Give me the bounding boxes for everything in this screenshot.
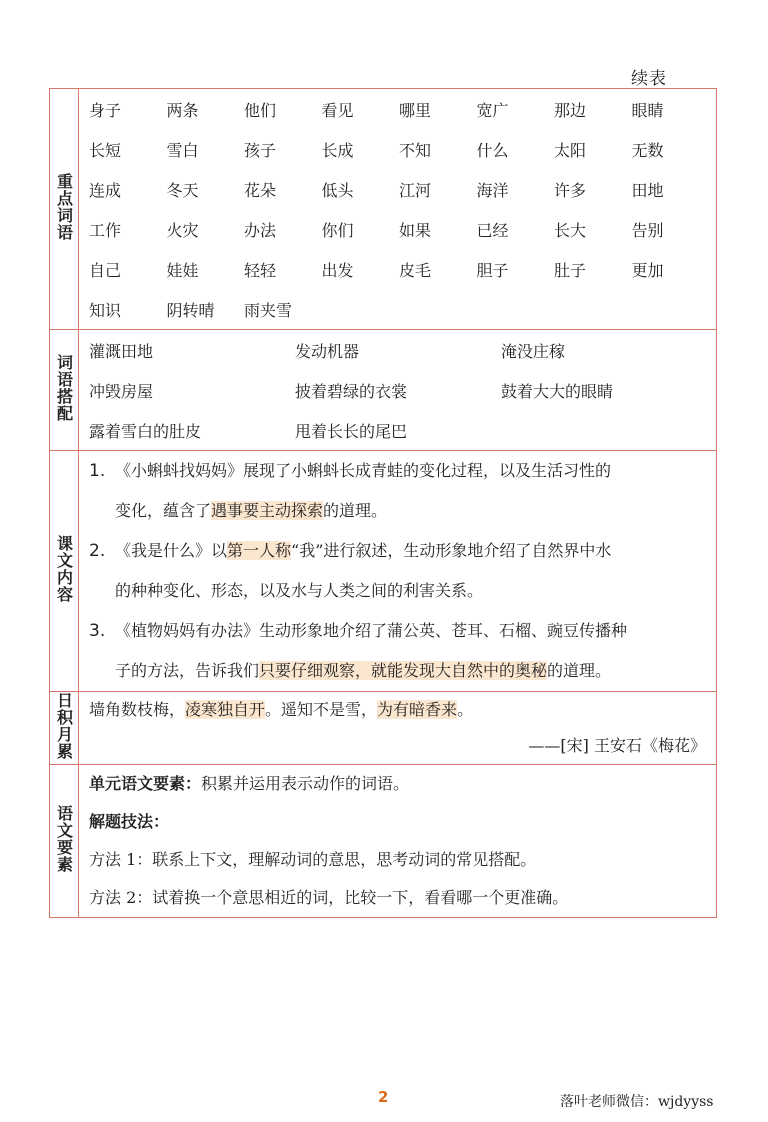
method-1: 方法 1：联系上下文，理解动词的意思，思考动词的常见搭配。 (89, 850, 537, 869)
poem-text: 。遥知不是雪， (265, 700, 378, 719)
key-word: 更加 (631, 260, 664, 280)
lesson-item-number: 2. (89, 541, 106, 561)
key-word: 阴转晴 (166, 300, 215, 320)
phrases-row-line (89, 410, 716, 450)
key-word: 娃娃 (166, 260, 199, 280)
daily-cell (79, 692, 717, 765)
phrases-header: 词语搭配 (54, 354, 74, 422)
key-word: 自己 (89, 260, 122, 280)
lesson-item-line: 的种种变化、形态，以及水与人类之间的利害关系。 (115, 581, 484, 600)
poem-attribution: ——[宋] 王安石《梅花》 (528, 736, 706, 755)
phrase: 披着碧绿的衣裳 (295, 381, 408, 401)
lesson-item-number: 3. (89, 621, 106, 641)
elements-cell (79, 765, 717, 918)
lesson-text: 的道理。 (547, 661, 612, 680)
key-word: 肚子 (554, 260, 587, 280)
key-word: 看见 (321, 100, 354, 120)
key-word: 两条 (166, 100, 199, 120)
key-word: 皮毛 (399, 260, 432, 280)
key-words-list (79, 89, 716, 329)
lesson-content-header: 课文内容 (54, 535, 74, 603)
key-word: 江河 (399, 180, 432, 200)
phrase: 冲毁房屋 (89, 381, 154, 401)
lesson-item-line (115, 651, 710, 691)
poem-line (89, 692, 706, 728)
daily-row (50, 692, 717, 765)
key-word: 告别 (631, 220, 664, 240)
continued-label: 续表 (631, 69, 667, 89)
key-word: 眼睛 (631, 100, 664, 120)
highlighted-phrase: 遇事要主动探索 (211, 501, 324, 520)
phrase: 淹没庄稼 (501, 341, 566, 361)
daily-header-cell (50, 692, 79, 765)
lesson-item-3 (89, 611, 710, 691)
key-word: 火灾 (166, 220, 199, 240)
phrases-cell (79, 330, 717, 451)
key-word: 办法 (244, 220, 277, 240)
key-words-cell (79, 89, 717, 330)
phrase: 露着雪白的肚皮 (89, 421, 202, 441)
key-words-header: 重点词语 (54, 173, 74, 241)
key-word: 工作 (89, 220, 122, 240)
highlighted-phrase: 第一人称 (227, 541, 292, 560)
watermark: 落叶老师微信：wjdyyss (560, 1094, 714, 1110)
key-word: 雪白 (166, 140, 199, 160)
lesson-text: “我”进行叙述，生动形象地介绍了自然界中水 (291, 541, 612, 560)
lesson-item-1 (89, 451, 710, 531)
key-word: 出发 (321, 260, 354, 280)
lesson-item-number: 1. (89, 461, 106, 481)
key-word: 哪里 (399, 100, 432, 120)
lesson-item-line: 《小蝌蚪找妈妈》展现了小蝌蚪长成青蛙的变化过程，以及生活习性的 (115, 461, 612, 480)
lesson-item-2 (89, 531, 710, 611)
phrases-row-line (89, 330, 716, 370)
elements-header: 语文要素 (54, 805, 74, 873)
key-word: 田地 (631, 180, 664, 200)
phrases-list (79, 330, 716, 450)
key-word: 什么 (476, 140, 509, 160)
poem-text: 。 (457, 700, 474, 719)
key-word: 你们 (321, 220, 354, 240)
key-word: 知识 (89, 300, 122, 320)
highlighted-phrase: 只要仔细观察，就能发现大自然中的奥秘 (259, 661, 548, 680)
lesson-text: 《我是什么》以 (115, 541, 228, 560)
key-word: 如果 (399, 220, 432, 240)
key-words-row-line (89, 169, 716, 209)
key-word: 轻轻 (244, 260, 277, 280)
phrase: 甩着长长的尾巴 (295, 421, 408, 441)
unit-element-text: 积累并运用表示动作的词语。 (201, 774, 410, 793)
lesson-item-line (115, 531, 710, 571)
unit-element-label: 单元语文要素： (89, 774, 202, 793)
phrases-row (50, 330, 717, 451)
key-word: 胆子 (476, 260, 509, 280)
key-word: 孩子 (244, 140, 277, 160)
key-word: 太阳 (554, 140, 587, 160)
key-word: 许多 (554, 180, 587, 200)
method-2: 方法 2：试着换一个意思相近的词，比较一下，看看哪一个更准确。 (89, 888, 569, 907)
key-words-row-line (89, 209, 716, 249)
phrase: 发动机器 (295, 341, 360, 361)
phrase: 鼓着大大的眼睛 (501, 381, 614, 401)
key-word: 冬天 (166, 180, 199, 200)
highlighted-phrase: 凌寒独自开 (185, 700, 266, 719)
key-word: 无数 (631, 140, 664, 160)
key-words-row-line (89, 129, 716, 169)
highlighted-phrase: 为有暗香来 (377, 700, 458, 719)
page-number: 2 (378, 1088, 389, 1106)
unit-element (89, 765, 706, 803)
key-words-row-line (89, 289, 716, 329)
key-words-row-line (89, 89, 716, 129)
key-words-row-line (89, 249, 716, 289)
key-word: 不知 (399, 140, 432, 160)
poem (79, 692, 716, 764)
key-word: 海洋 (476, 180, 509, 200)
summary-table (49, 88, 717, 918)
key-word: 长成 (321, 140, 354, 160)
daily-header: 日积月累 (54, 692, 74, 760)
key-word: 身子 (89, 100, 122, 120)
phrases-header-cell (50, 330, 79, 451)
lesson-text: 的道理。 (323, 501, 388, 520)
lesson-item-line (115, 491, 710, 531)
key-word: 宽广 (476, 100, 509, 120)
key-word: 长大 (554, 220, 587, 240)
lesson-item-line: 《植物妈妈有办法》生动形象地介绍了蒲公英、苍耳、石榴、豌豆传播种 (115, 621, 628, 640)
poem-text: 墙角数枝梅， (89, 700, 186, 719)
key-word: 雨夹雪 (244, 300, 293, 320)
key-words-row (50, 89, 717, 330)
lesson-content-header-cell (50, 451, 79, 692)
phrase: 灌溉田地 (89, 341, 154, 361)
key-word: 长短 (89, 140, 122, 160)
lesson-text: 子的方法，告诉我们 (115, 661, 260, 680)
key-word: 那边 (554, 100, 587, 120)
elements-header-cell (50, 765, 79, 918)
lesson-content-row (50, 451, 717, 692)
lesson-text: 变化，蕴含了 (115, 501, 212, 520)
key-word: 他们 (244, 100, 277, 120)
tips-label: 解题技法： (89, 812, 170, 831)
key-word: 花朵 (244, 180, 277, 200)
key-words-header-cell (50, 89, 79, 330)
key-word: 低头 (321, 180, 354, 200)
phrases-row-line (89, 370, 716, 410)
lesson-content-cell (79, 451, 717, 692)
elements-row (50, 765, 717, 918)
key-word: 连成 (89, 180, 122, 200)
key-word: 已经 (476, 220, 509, 240)
